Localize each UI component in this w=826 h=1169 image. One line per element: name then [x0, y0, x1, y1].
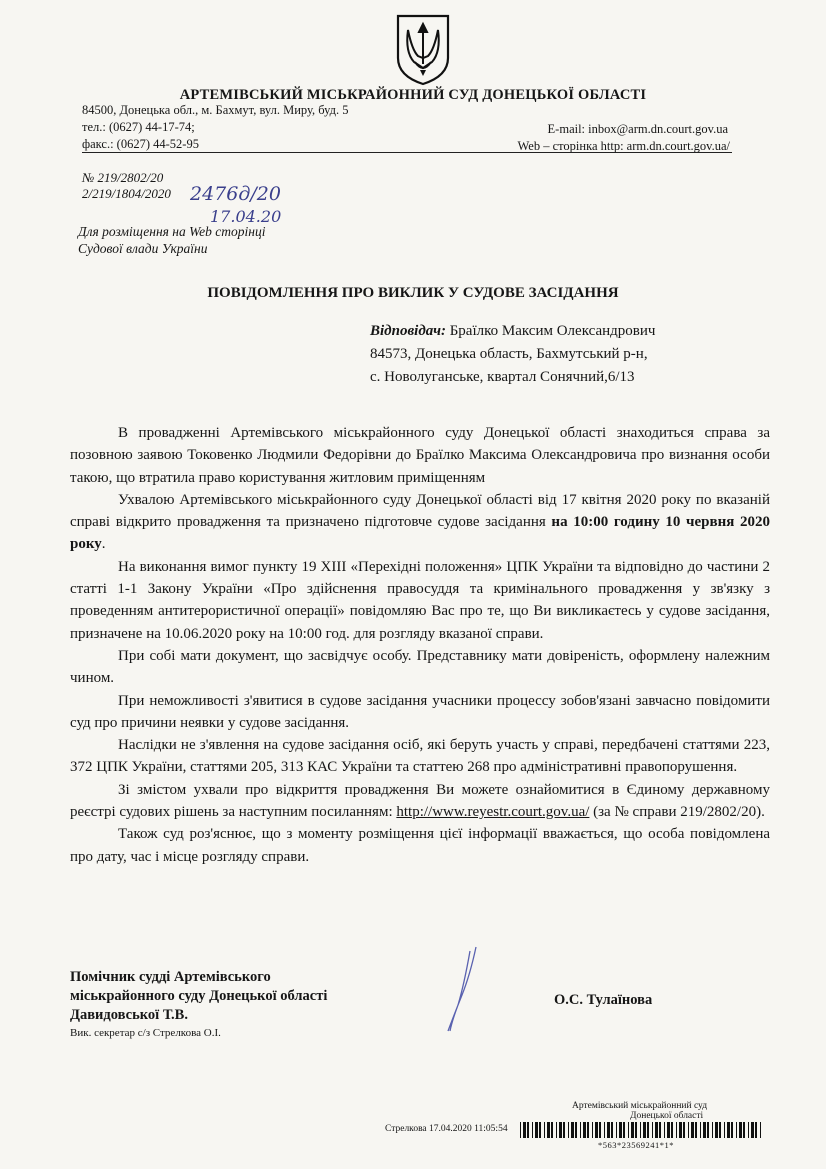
court-email: E-mail: inbox@arm.dn.court.gov.ua	[547, 122, 728, 136]
placement-note-line1: Для розміщення на Web сторінці	[78, 224, 266, 239]
paragraph-absence: При неможливості з'явитися в судове засідання учасники процессу зобов'язані завчасно повідомити суд про причини неявки у судове засідання.	[70, 692, 770, 731]
header-divider	[82, 152, 732, 153]
placement-note-line2: Судової влади України	[78, 241, 208, 256]
signatory-block: Помічник судді Артемівського міськрайонного суду Донецької області Давидовської Т.В.	[70, 969, 328, 1023]
respondent-name: Браїлко Максим Олександрович	[449, 323, 656, 339]
registry-link[interactable]: http://www.reyestr.court.gov.ua/	[396, 804, 590, 821]
handwritten-number: 2476д/20	[190, 183, 281, 205]
paragraph-notice: Також суд роз'яснює, що з моменту розміщення цієї інформації вважається, що особа повідомлена про дату, час і місце розгляду справи.	[70, 826, 770, 865]
handwritten-signature	[440, 945, 490, 1035]
paragraph-documents: При собі мати документ, що засвідчує особу. Представнику мати довіреність, оформлену належним чином.	[70, 647, 770, 687]
court-phone: тел.: (0627) 44-17-74;	[82, 120, 195, 134]
court-address: 84500, Донецька обл., м. Бахмут, вул. Миру, буд. 5	[82, 103, 349, 117]
respondent-label: Відповідач:	[370, 323, 446, 339]
respondent-address-line1: 84573, Донецька область, Бахмутський р-н,	[370, 346, 648, 362]
proceeding-number: 2/219/1804/2020	[82, 186, 171, 201]
handwritten-date: 17.04.20	[210, 207, 282, 226]
registrar-timestamp: Стрелкова 17.04.2020 11:05:54	[385, 1124, 508, 1134]
paragraph-case: В провадженні Артемівського міськрайонного суду Донецької області знаходиться справа за позовною заявою Токовенко Людмили Федорівни до Браїлко Максима Олександровича про визнання особи такою, що втратила право користування житловим приміщенням	[70, 425, 770, 486]
registry-stamp-line1: Артемівський міськрайонний суд	[572, 1101, 708, 1111]
paragraph-summons: На виконання вимог пункту 19 XIII «Перехідні положення» ЦПК України та відповідно до частини 2 статті 1-1 Закону України «Про здійснення правосуддя та кримінального провадження у зв'язку з проведенням антитерористичної операції» повідомляю Вас про те, що Ви викликаєтесь у судове засідання, призначене на 10.06.2020 року на 10:00 год. для розгляду вказаної справи.	[70, 558, 770, 642]
signatory-name: О.С. Тулаїнова	[554, 992, 653, 1008]
respondent-address-line2: с. Новолуганське, квартал Сонячний,6/13	[370, 369, 635, 385]
trident-emblem-icon	[394, 12, 452, 86]
court-website: Web – сторінка http: arm.dn.court.gov.ua/	[517, 139, 730, 153]
case-number: № 219/2802/20	[82, 170, 164, 185]
paragraph-ruling: Ухвалою Артемівського міськрайонного суду Донецької області від 17 квітня 2020 року по вказаній справі відкрито провадження та призначено підготовче судове засідання на 10:00 годину 10 червня 2020 року.	[70, 491, 770, 553]
court-name: АРТЕМІВСЬКИЙ МІСЬКРАЙОННИЙ СУД ДОНЕЦЬКОЇ ОБЛАСТІ	[179, 87, 647, 103]
secretary-line: Вик. секретар с/з Стрелкова О.І.	[70, 1027, 221, 1039]
paragraph-consequences: Наслідки не з'явлення на судове засідання осіб, які беруть участь у справі, передбачені статтями 223, 372 ЦПК України, статтями 205, 313 КАС України та статтею 268 про адміністративні правопорушення.	[70, 737, 770, 776]
registry-stamp-line2: Донецької області	[630, 1111, 704, 1121]
barcode-icon	[520, 1122, 765, 1138]
paragraph-registry: Зі змістом ухвали про відкриття провадження Ви можете ознайомитися в Єдиному державному реєстрі судових рішень за наступним посиланням: http://www.reyestr.court.gov.ua/ (за № справи 219/2802/20).	[70, 781, 770, 821]
handwritten-registration	[186, 178, 316, 230]
barcode-number: *563*23569241*1*	[598, 1140, 674, 1150]
notice-body	[70, 422, 770, 868]
court-fax: факс.: (0627) 44-52-95	[82, 137, 199, 151]
hearing-datetime: на 10:00 годину 10 червня 2020 року	[70, 514, 770, 553]
respondent-block	[370, 320, 655, 389]
document-title: ПОВІДОМЛЕННЯ ПРО ВИКЛИК У СУДОВЕ ЗАСІДАННЯ	[207, 285, 619, 301]
